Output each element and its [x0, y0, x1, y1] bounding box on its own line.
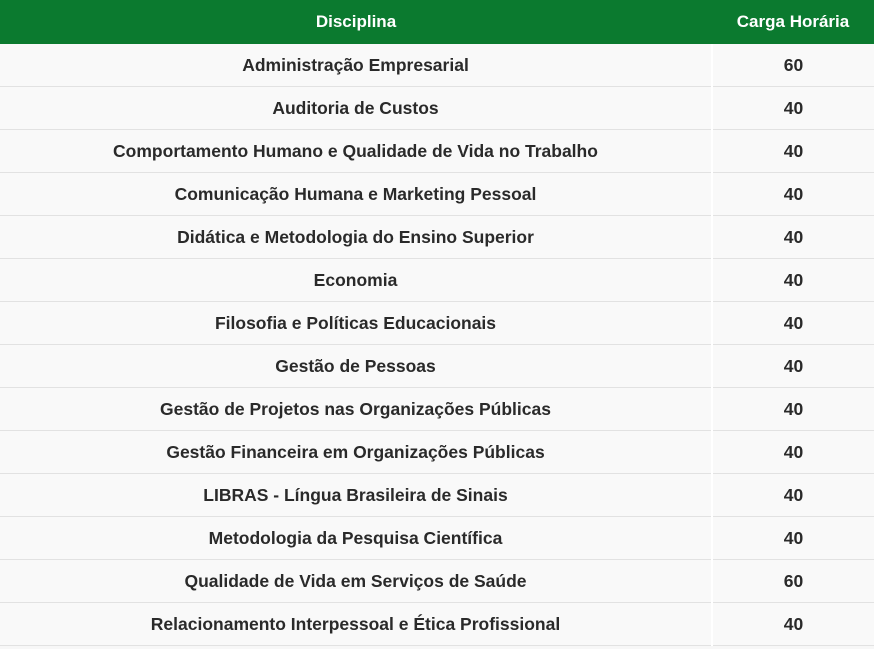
hours-cell: 40: [712, 259, 874, 302]
table-row: [0, 87, 874, 130]
discipline-cell: Administração Empresarial: [0, 44, 712, 87]
table-row: [0, 173, 874, 216]
discipline-cell: Qualidade de Vida em Serviços de Saúde: [0, 560, 712, 603]
hours-cell: 60: [712, 44, 874, 87]
discipline-cell: Gestão de Pessoas: [0, 345, 712, 388]
discipline-cell: Comportamento Humano e Qualidade de Vida no Trabalho: [0, 130, 712, 173]
table-row: [0, 517, 874, 560]
hours-cell: 40: [712, 431, 874, 474]
discipline-cell: Comunicação Humana e Marketing Pessoal: [0, 173, 712, 216]
discipline-cell: Metodologia da Pesquisa Científica: [0, 517, 712, 560]
discipline-cell: Auditoria de Custos: [0, 87, 712, 130]
table-row: [0, 259, 874, 302]
hours-cell: 40: [712, 216, 874, 259]
hours-cell: 40: [712, 345, 874, 388]
discipline-cell: Didática e Metodologia do Ensino Superior: [0, 216, 712, 259]
table-row: [0, 44, 874, 87]
discipline-cell: Relacionamento Interpessoal e Ética Profissional: [0, 603, 712, 646]
table-body: [0, 44, 874, 646]
table-row: [0, 603, 874, 646]
table-row: [0, 474, 874, 517]
table-row: [0, 130, 874, 173]
table-row: [0, 431, 874, 474]
hours-cell: 40: [712, 517, 874, 560]
table-row: [0, 216, 874, 259]
discipline-cell: Filosofia e Políticas Educacionais: [0, 302, 712, 345]
hours-cell: 40: [712, 388, 874, 431]
table-row: [0, 560, 874, 603]
table-row: [0, 345, 874, 388]
hours-cell: 60: [712, 560, 874, 603]
hours-cell: 40: [712, 474, 874, 517]
hours-cell: 40: [712, 87, 874, 130]
discipline-cell: Gestão Financeira em Organizações Públicas: [0, 431, 712, 474]
header-hours: Carga Horária: [712, 0, 874, 44]
table-row: [0, 388, 874, 431]
hours-cell: 40: [712, 302, 874, 345]
table-header-row: [0, 0, 874, 44]
hours-cell: 40: [712, 130, 874, 173]
hours-cell: 40: [712, 173, 874, 216]
table-row: [0, 302, 874, 345]
discipline-cell: LIBRAS - Língua Brasileira de Sinais: [0, 474, 712, 517]
discipline-cell: Gestão de Projetos nas Organizações Públicas: [0, 388, 712, 431]
header-discipline: Disciplina: [0, 0, 712, 44]
hours-cell: 40: [712, 603, 874, 646]
discipline-cell: Economia: [0, 259, 712, 302]
